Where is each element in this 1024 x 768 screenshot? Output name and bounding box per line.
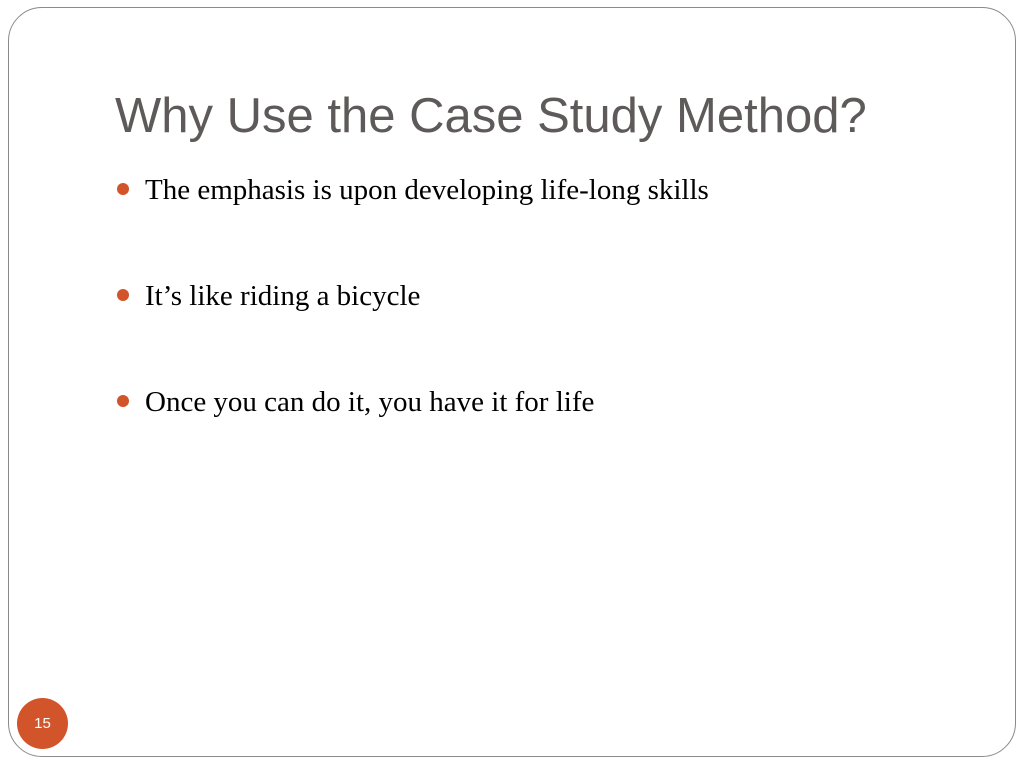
- bullet-dot-icon: [117, 395, 129, 407]
- bullet-dot-icon: [117, 183, 129, 195]
- bullet-text: The emphasis is upon developing life-long skills: [145, 174, 709, 206]
- bullet-list: [115, 172, 709, 490]
- bullet-text: Once you can do it, you have it for life: [145, 386, 595, 418]
- bullet-item: [115, 172, 709, 278]
- slide-title: Why Use the Case Study Method?: [115, 89, 867, 143]
- bullet-item: [115, 278, 709, 384]
- bullet-item: [115, 384, 709, 490]
- bullet-dot-icon: [117, 289, 129, 301]
- bullet-text: It’s like riding a bicycle: [145, 280, 421, 312]
- slide-number-badge: 15: [17, 698, 68, 749]
- slide: [8, 7, 1016, 757]
